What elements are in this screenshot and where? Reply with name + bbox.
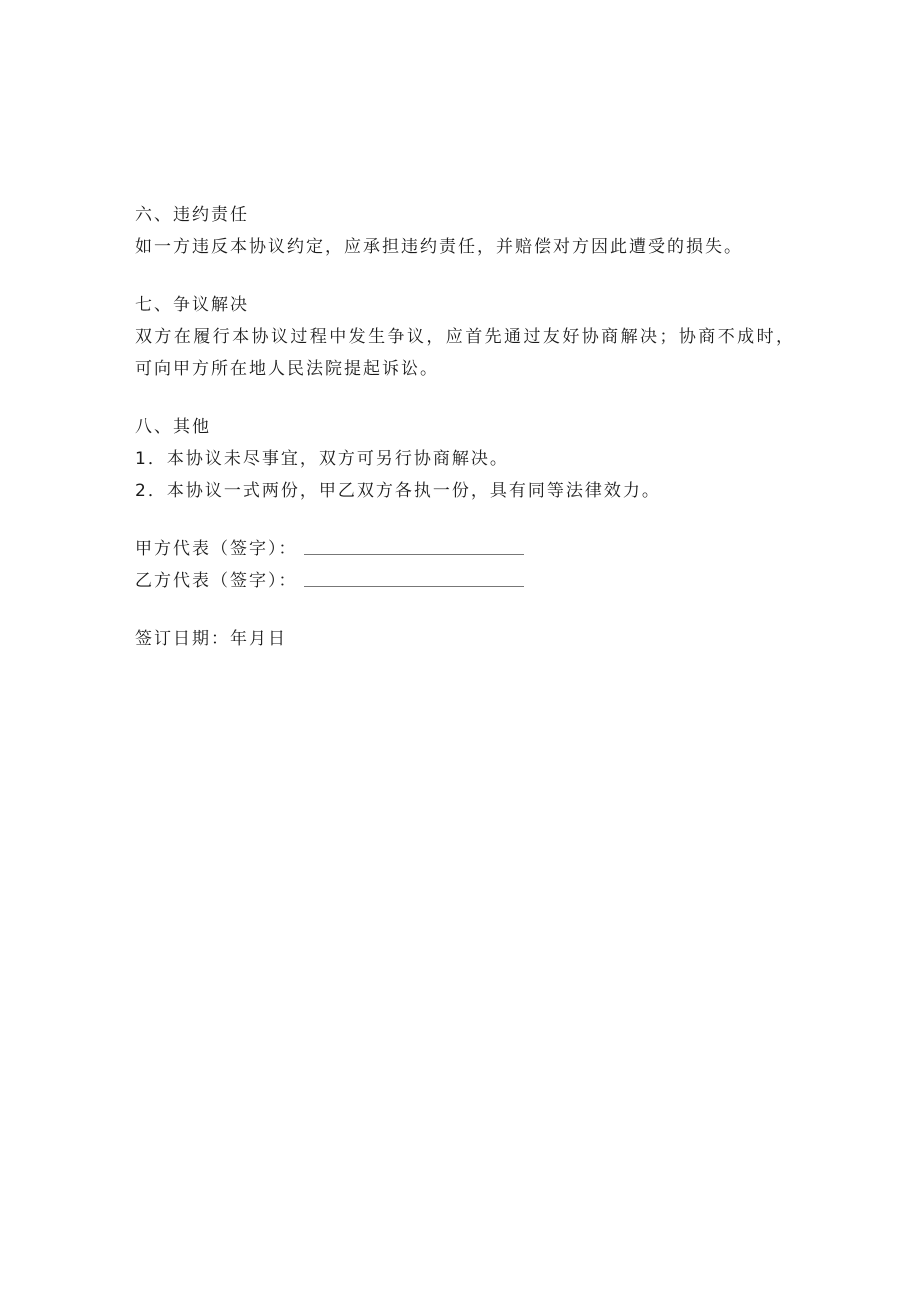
section-other [135,411,795,507]
list-item: 2．本协议一式两份，甲乙双方各执一份，具有同等法律效力。 [135,481,661,501]
party-a-signature-row [135,533,795,565]
signature-block [135,533,795,597]
document-body [135,199,795,655]
section-heading: 七、争议解决 [135,295,249,315]
signing-date: 签订日期：年月日 [135,629,287,649]
party-b-signature-label: 乙方代表（签字）： [135,571,298,591]
section-breach-liability [135,199,795,263]
party-a-signature-label: 甲方代表（签字）： [135,539,298,559]
party-b-signature-line [304,576,524,587]
party-b-signature-row [135,565,795,597]
section-dispute-resolution [135,289,795,385]
section-heading: 八、其他 [135,417,211,437]
section-paragraph: 双方在履行本协议过程中发生争议，应首先通过友好协商解决；协商不成时，可向甲方所在地人民法院提起诉讼。 [135,327,795,379]
list-item: 1．本协议未尽事宜，双方可另行协商解决。 [135,449,509,469]
section-paragraph: 如一方违反本协议约定，应承担违约责任，并赔偿对方因此遭受的损失。 [135,237,743,257]
party-a-signature-line [304,544,524,555]
section-heading: 六、违约责任 [135,205,249,225]
